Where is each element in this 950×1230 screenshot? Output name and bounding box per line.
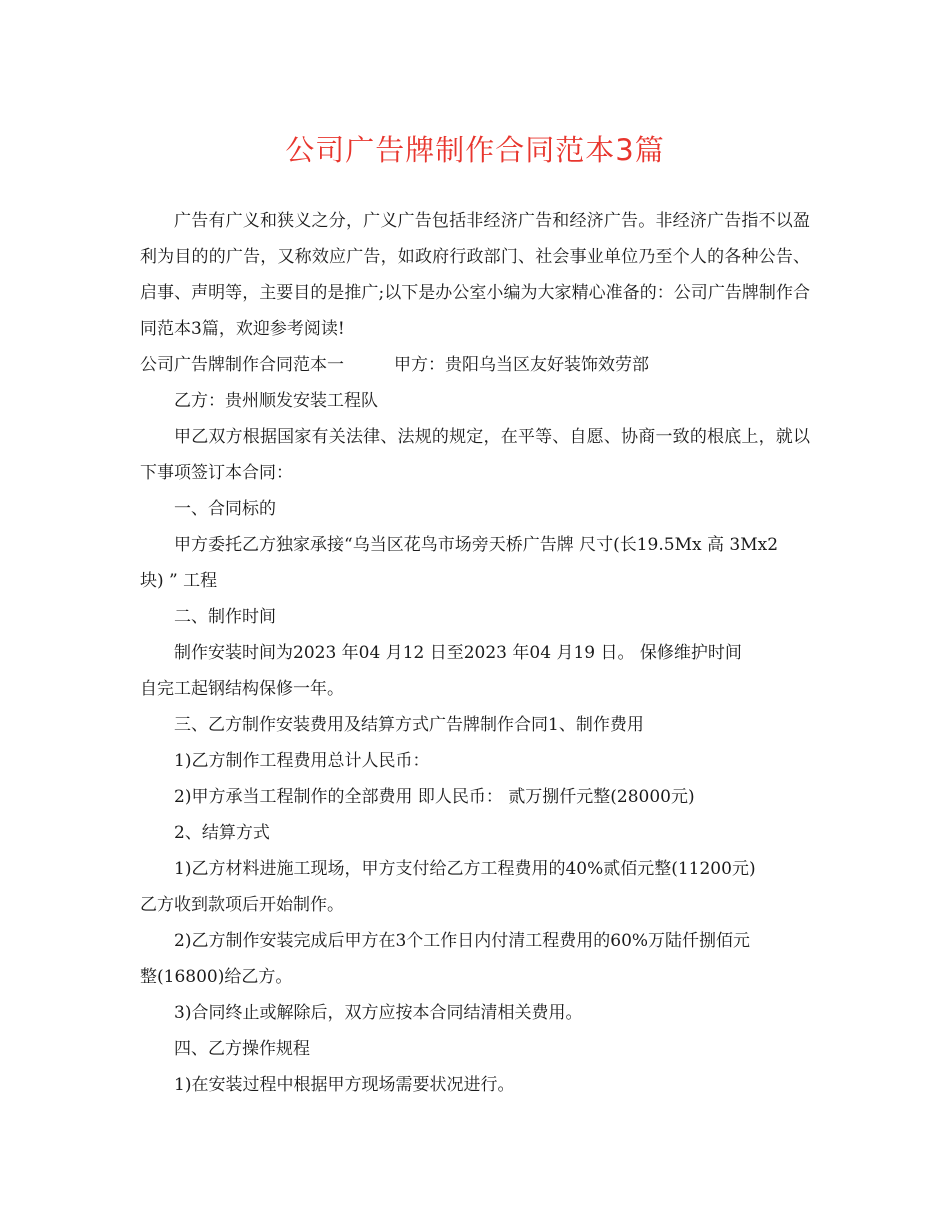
- section-3-item-1: 1)乙方制作工程费用总计人民币：: [174, 751, 430, 771]
- document-body: [140, 203, 810, 1103]
- section-3-payment-1-line-2: 乙方收到款项后开始制作。: [140, 895, 344, 915]
- party-a: 甲方：贵阳乌当区友好装饰效劳部: [394, 355, 649, 375]
- contract-heading: 公司广告牌制作合同范本一: [140, 355, 344, 375]
- section-2-text-line-2: 自完工起钢结构保修一年。: [140, 679, 344, 699]
- document-title: 公司广告牌制作合同范本3篇: [285, 133, 665, 167]
- section-3-heading: 三、乙方制作安装费用及结算方式广告牌制作合同1、制作费用: [174, 715, 644, 735]
- section-4-heading: 四、乙方操作规程: [174, 1039, 310, 1059]
- intro-paragraph: 广告有广义和狭义之分，广义广告包括非经济广告和经济广告。非经济广告指不以盈利为目的的广告，又称效应广告，如政府行政部门、社会事业单位乃至个人的各种公告、启事、声明等，主要目的是推广;以下是办公室小编为大家精心准备的：公司广告牌制作合同范本3篇，欢迎参考阅读!: [140, 211, 810, 339]
- contract-heading-line: [140, 347, 810, 383]
- section-3-payment-1-line-1: 1)乙方材料进施工现场，甲方支付给乙方工程费用的40%贰佰元整(11200元): [174, 859, 756, 879]
- section-1-heading: 一、合同标的: [174, 499, 276, 519]
- section-3-payment-3: 3)合同终止或解除后，双方应按本合同结清相关费用。: [174, 1003, 583, 1023]
- preamble-paragraph: 甲乙双方根据国家有关法律、法规的规定，在平等、自愿、协商一致的根底上，就以下事项签订本合同：: [140, 427, 810, 483]
- section-3-payment-2-line-1: 2)乙方制作安装完成后甲方在3个工作日内付清工程费用的60%万陆仟捌佰元: [174, 931, 751, 951]
- section-2-text-line-1: 制作安装时间为2023 年04 月12 日至2023 年04 月19 日。 保修维护时间: [174, 643, 742, 663]
- section-3-payment-2-line-2: 整(16800)给乙方。: [140, 967, 293, 987]
- section-4-item-1: 1)在安装过程中根据甲方现场需要状况进行。: [174, 1075, 515, 1095]
- section-1-text-line-2: 块) ” 工程: [140, 571, 218, 591]
- section-2-heading: 二、制作时间: [174, 607, 276, 627]
- section-3-item-2: 2)甲方承当工程制作的全部费用 即人民币： 贰万捌仟元整(28000元): [174, 787, 695, 807]
- section-1-text-line-1: 甲方委托乙方独家承接“乌当区花鸟市场旁天桥广告牌 尺寸(长19.5Mx 高 3Mx2: [174, 535, 779, 555]
- party-b: 乙方：贵州顺发安装工程队: [174, 391, 378, 411]
- section-3-subheading-2: 2、结算方式: [174, 823, 270, 843]
